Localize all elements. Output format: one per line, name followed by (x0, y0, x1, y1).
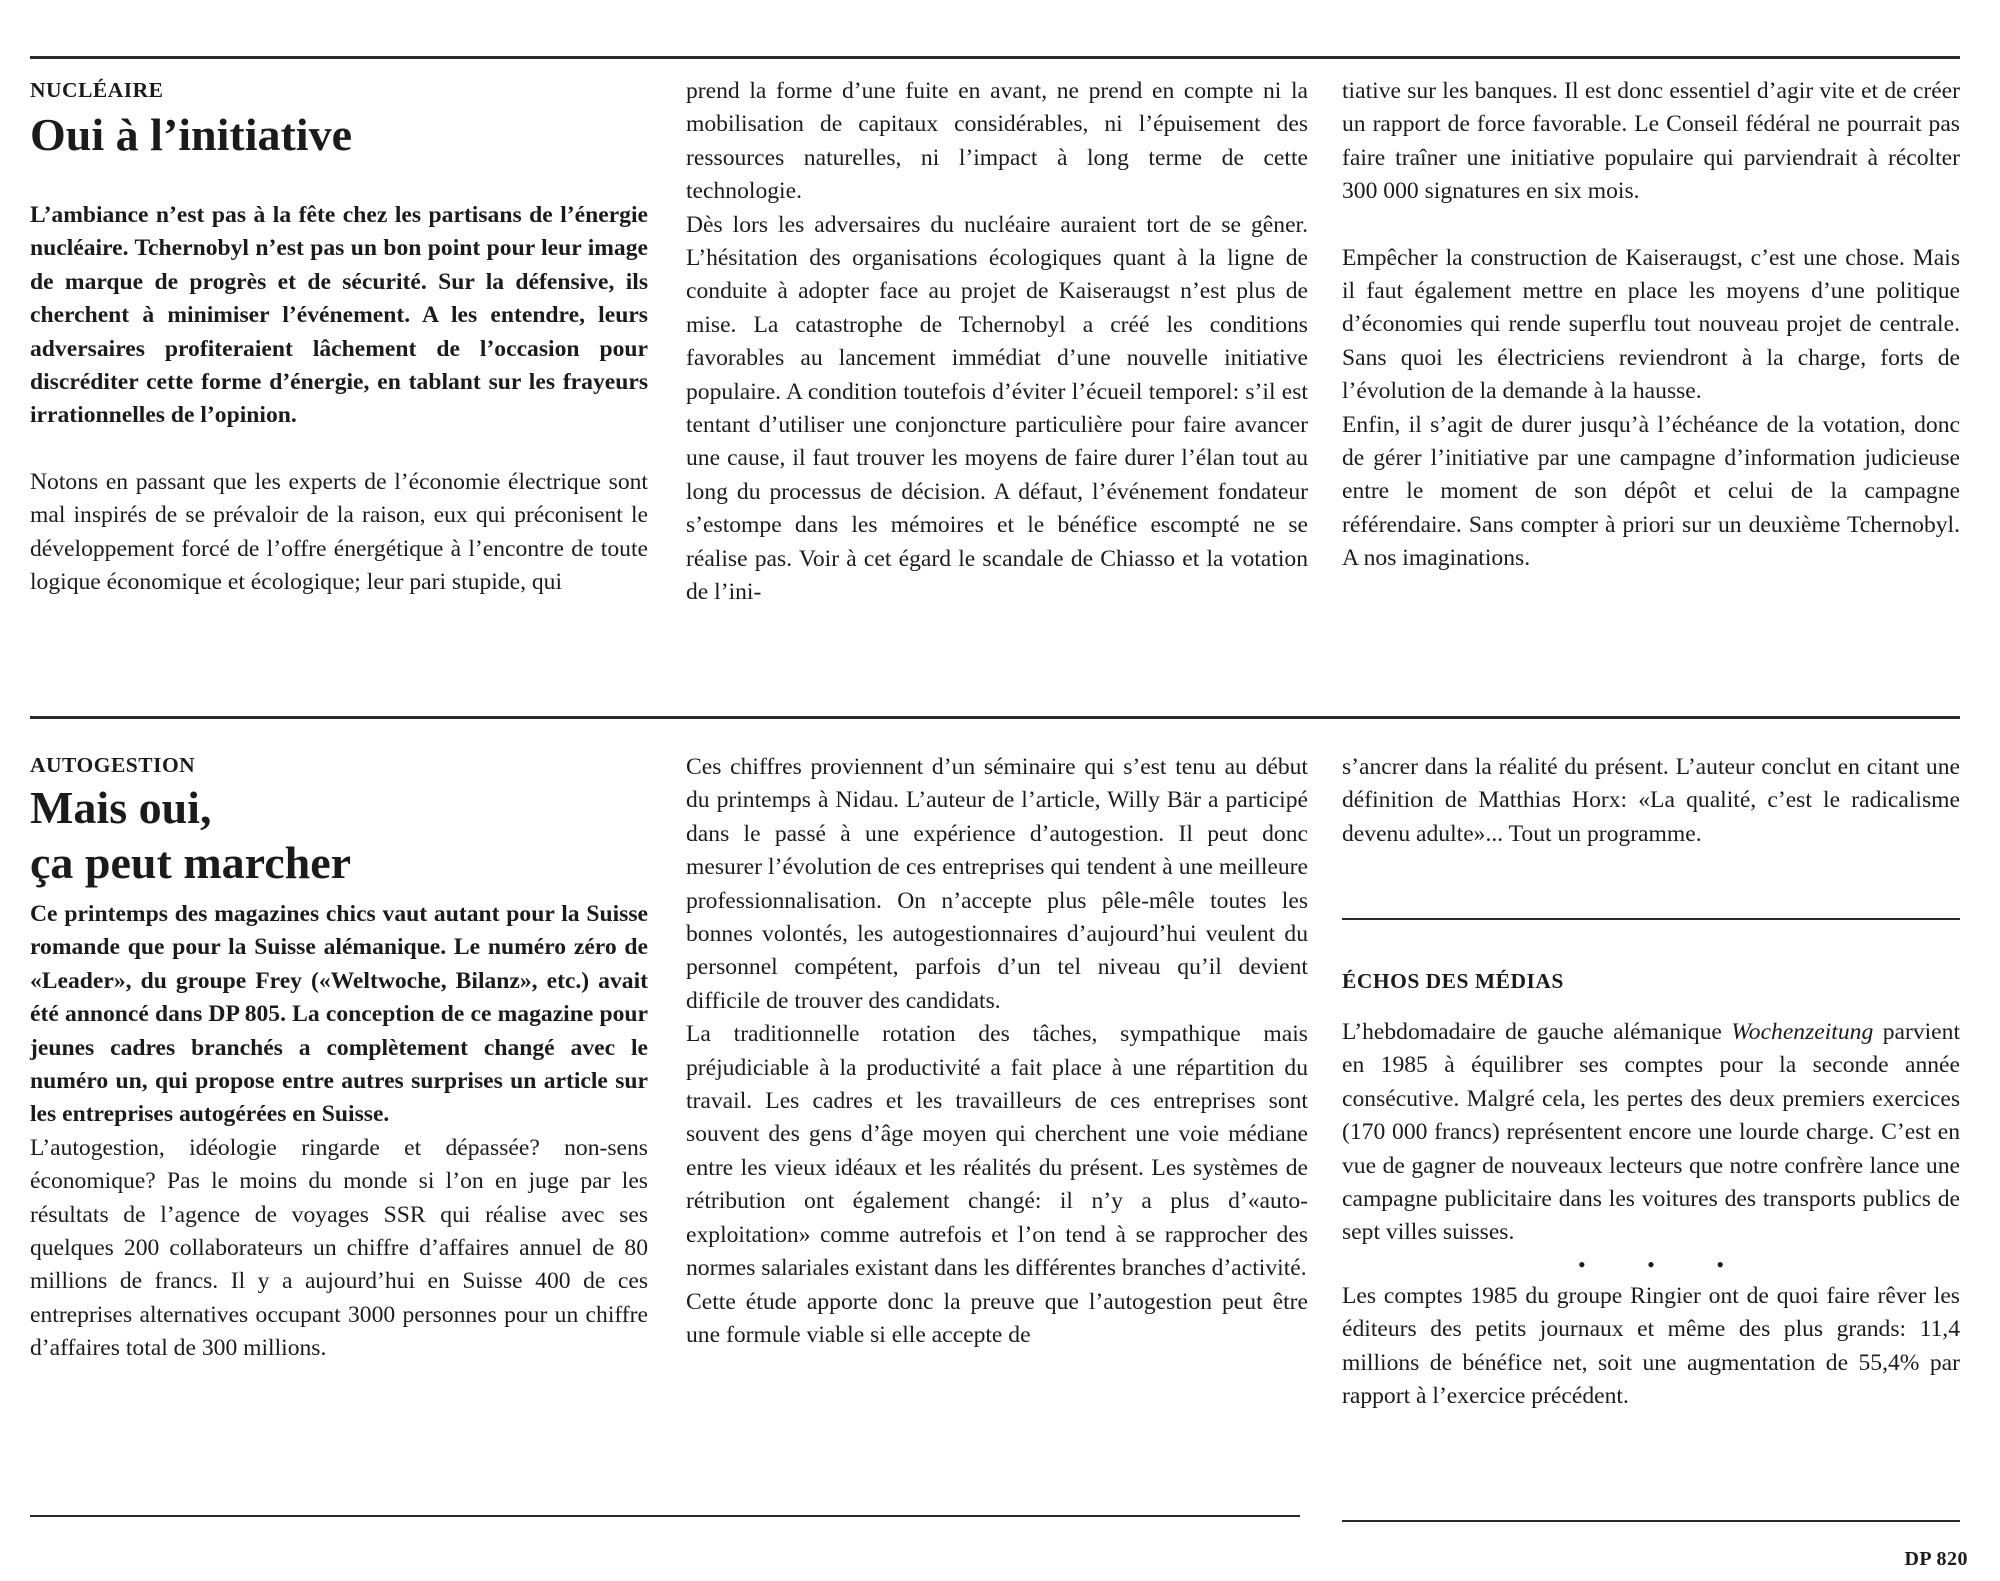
article2-headline (30, 780, 648, 890)
echos-p1 (1342, 1016, 1960, 1250)
echos-p1-italic: Wochenzeitung (1731, 1019, 1874, 1045)
echos-separator: • • • (1577, 1251, 1753, 1277)
article2-col1-body: L’autogestion, idéologie ringarde et dépassée? non-sens économique? Pas le moins du monde si l’on en juge par les résultats de l’agence de voyages SSR qui réalise avec ses quelques 200 collaborateurs un chiffre d’affaires annuel de 80 millions de francs. Il y a aujourd’hui en Suisse 400 de ces entreprises alternatives occupant 3000 personnes pour un chiffre d’affaires total de 300 millions. (30, 1134, 648, 1362)
echos-p1-after: parvient en 1985 à équilibrer ses comptes pour la seconde année consécutive. Malgré cela, les pertes des deux premiers exercices (170 000 francs) représentent encore une lourde charge. C’est en vue de gagner de nouveaux lecteurs que notre confrère lance une campagne publicitaire dans les voitures des transports publics de sept villes suisses. (1342, 1019, 1960, 1246)
article2-col2 (686, 751, 1308, 1352)
echos-p2: Les comptes 1985 du groupe Ringier ont de quoi faire rêver les éditeurs des petits journaux et même des plus grands: 11,4 millions de bénéfice net, soit une augmentation de 55,4% par rapport à l’exercice précédent. (1342, 1282, 1960, 1410)
article2-col2-p3: Cette étude apporte donc la preuve que l’autogestion peut être une formule viable si elle accepte de (686, 1288, 1308, 1348)
article2-col3 (1342, 751, 1960, 851)
echos-bottom-rule (1342, 1520, 1960, 1522)
article1-lead: L’ambiance n’est pas à la fête chez les partisans de l’énergie nucléaire. Tchernobyl n’est pas un bon point pour leur image de marque de progrès et de sécurité. Sur la défensive, ils cherchent à minimiser l’événement. A les entendre, leurs adversaires profiteraient lâchement de l’occasion pour discréditer cette forme d’énergie, en tablant sur les frayeurs irrationnelles de l’opinion. (30, 202, 648, 429)
article2-kicker: AUTOGESTION (30, 753, 196, 777)
article2-lead: Ce printemps des magazines chics vaut autant pour la Suisse romande que pour la Suisse alémanique. Le numéro zéro de «Leader», du groupe Frey («Weltwoche, Bilanz», etc.) avait été annoncé dans DP 805. La conception de ce magazine pour jeunes cadres branchés a complètement changé avec le numéro un, qui propose entre autres surprises un article sur les entreprises autogérées en Suisse. (30, 901, 648, 1128)
article2-col1 (30, 750, 648, 1366)
article2-headline-line1: Mais oui, (30, 782, 212, 833)
article1-headline: Oui à l’initiative (30, 109, 352, 160)
article1-col2-p2: Dès lors les adversaires du nucléaire auraient tort de se gêner. L’hésitation des organisations écologiques quant à la ligne de conduite à adopter face au projet de Kaiseraugst n’est plus de mise. La catastrophe de Tchernobyl a créé les conditions favorables au lancement immédiat d’une nouvelle initiative populaire. A condition toutefois d’éviter l’écueil temporel: s’il est tentant d’utiliser une conjoncture particulière pour faire avancer une cause, il faut trouver les moyens de faire durer l’élan tout au long du processus de décision. A défaut, l’événement fondateur s’estompe dans les mémoires et le bénéfice escompté ne se réalise pas. Voir à cet égard le scandale de Chiasso et la votation de l’ini- (686, 211, 1308, 606)
article1-col3 (1342, 75, 1960, 576)
echos-p1-before: L’hebdomadaire de gauche alémanique (1342, 1019, 1732, 1045)
top-rule (30, 56, 1960, 59)
article1-col2 (686, 75, 1308, 610)
echos-heading: ÉCHOS DES MÉDIAS (1342, 969, 1564, 993)
article2-col3-p1: s’ancrer dans la réalité du présent. L’auteur conclut en citant une définition de Matthias Horx: «La qualité, c’est le radicalisme devenu adulte»... Tout un programme. (1342, 754, 1960, 847)
article2-col2-p1: Ces chiffres proviennent d’un séminaire qui s’est tenu au début du printemps à Nidau. L’auteur de l’article, Willy Bär a participé dans le passé à une expérience d’autogestion. Il peut donc mesurer l’évolution de ces entreprises qui tendent à une meilleure professionnalisation. On n’accepte plus pêle-mêle toutes les bonnes volontés, les autogestionnaires d’aujourd’hui veulent du personnel compétent, parfois d’un tel niveau qu’il devient difficile de trouver des candidats. (686, 754, 1308, 1014)
article1-col1-body: Notons en passant que les experts de l’économie électrique sont mal inspirés de se prévaloir de la raison, eux qui préconisent le développement forcé de l’offre énergétique à l’encontre de toute logique économique et écologique; leur pari stupide, qui (30, 468, 648, 596)
middle-rule (30, 716, 1960, 719)
echos-top-rule (1342, 918, 1960, 920)
article2-col2-p2: La traditionnelle rotation des tâches, sympathique mais préjudiciable à la productivité a fait place à une répartition du travail. Les cadres et les travailleurs de ces entreprises sont souvent des gens d’âge moyen qui cherchent une voie médiane entre les vieux idéaux et les réalités du présent. Les systèmes de rétribution ont également changé: il n’y a plus d’«auto-exploitation» comme autrefois et l’on tend à se rapprocher des normes salariales existant dans les différentes branches d’activité. (686, 1021, 1308, 1282)
article1-col2-p1: prend la forme d’une fuite en avant, ne prend en compte ni la mobilisation de capitaux considérables, ni l’épuisement des ressources naturelles, ni l’impact à long terme de cette technologie. (686, 78, 1308, 205)
article1-col3-p3: Enfin, il s’agit de durer jusqu’à l’échéance de la votation, donc de gérer l’initiative par une campagne d’information judicieuse entre le moment de son dépôt et celui de la campagne référendaire. Sans compter à priori sur un deuxième Tchernobyl. A nos imaginations. (1342, 411, 1960, 572)
article1-col3-p1: tiative sur les banques. Il est donc essentiel d’agir vite et de créer un rapport de force favorable. Le Conseil fédéral ne pourrait pas faire traîner une initiative populaire qui parviendrait à récolter 300 000 signatures en six mois. (1342, 78, 1960, 205)
article1-col3-p2: Empêcher la construction de Kaiseraugst, c’est une chose. Mais il faut également mettre en place les moyens d’une politique d’économies qui rende superflu tout nouveau projet de centrale. Sans quoi les électriciens reviendront à la charge, forts de l’évolution de la demande à la hausse. (1342, 244, 1960, 405)
page-label: DP 820 (1904, 1548, 1968, 1570)
article2-headline-line2: ça peut marcher (30, 837, 352, 888)
article1-kicker: NUCLÉAIRE (30, 78, 164, 102)
article1-col1 (30, 75, 648, 599)
autogestion-bottom-rule (30, 1515, 1300, 1517)
echos-section (1342, 966, 1960, 1413)
